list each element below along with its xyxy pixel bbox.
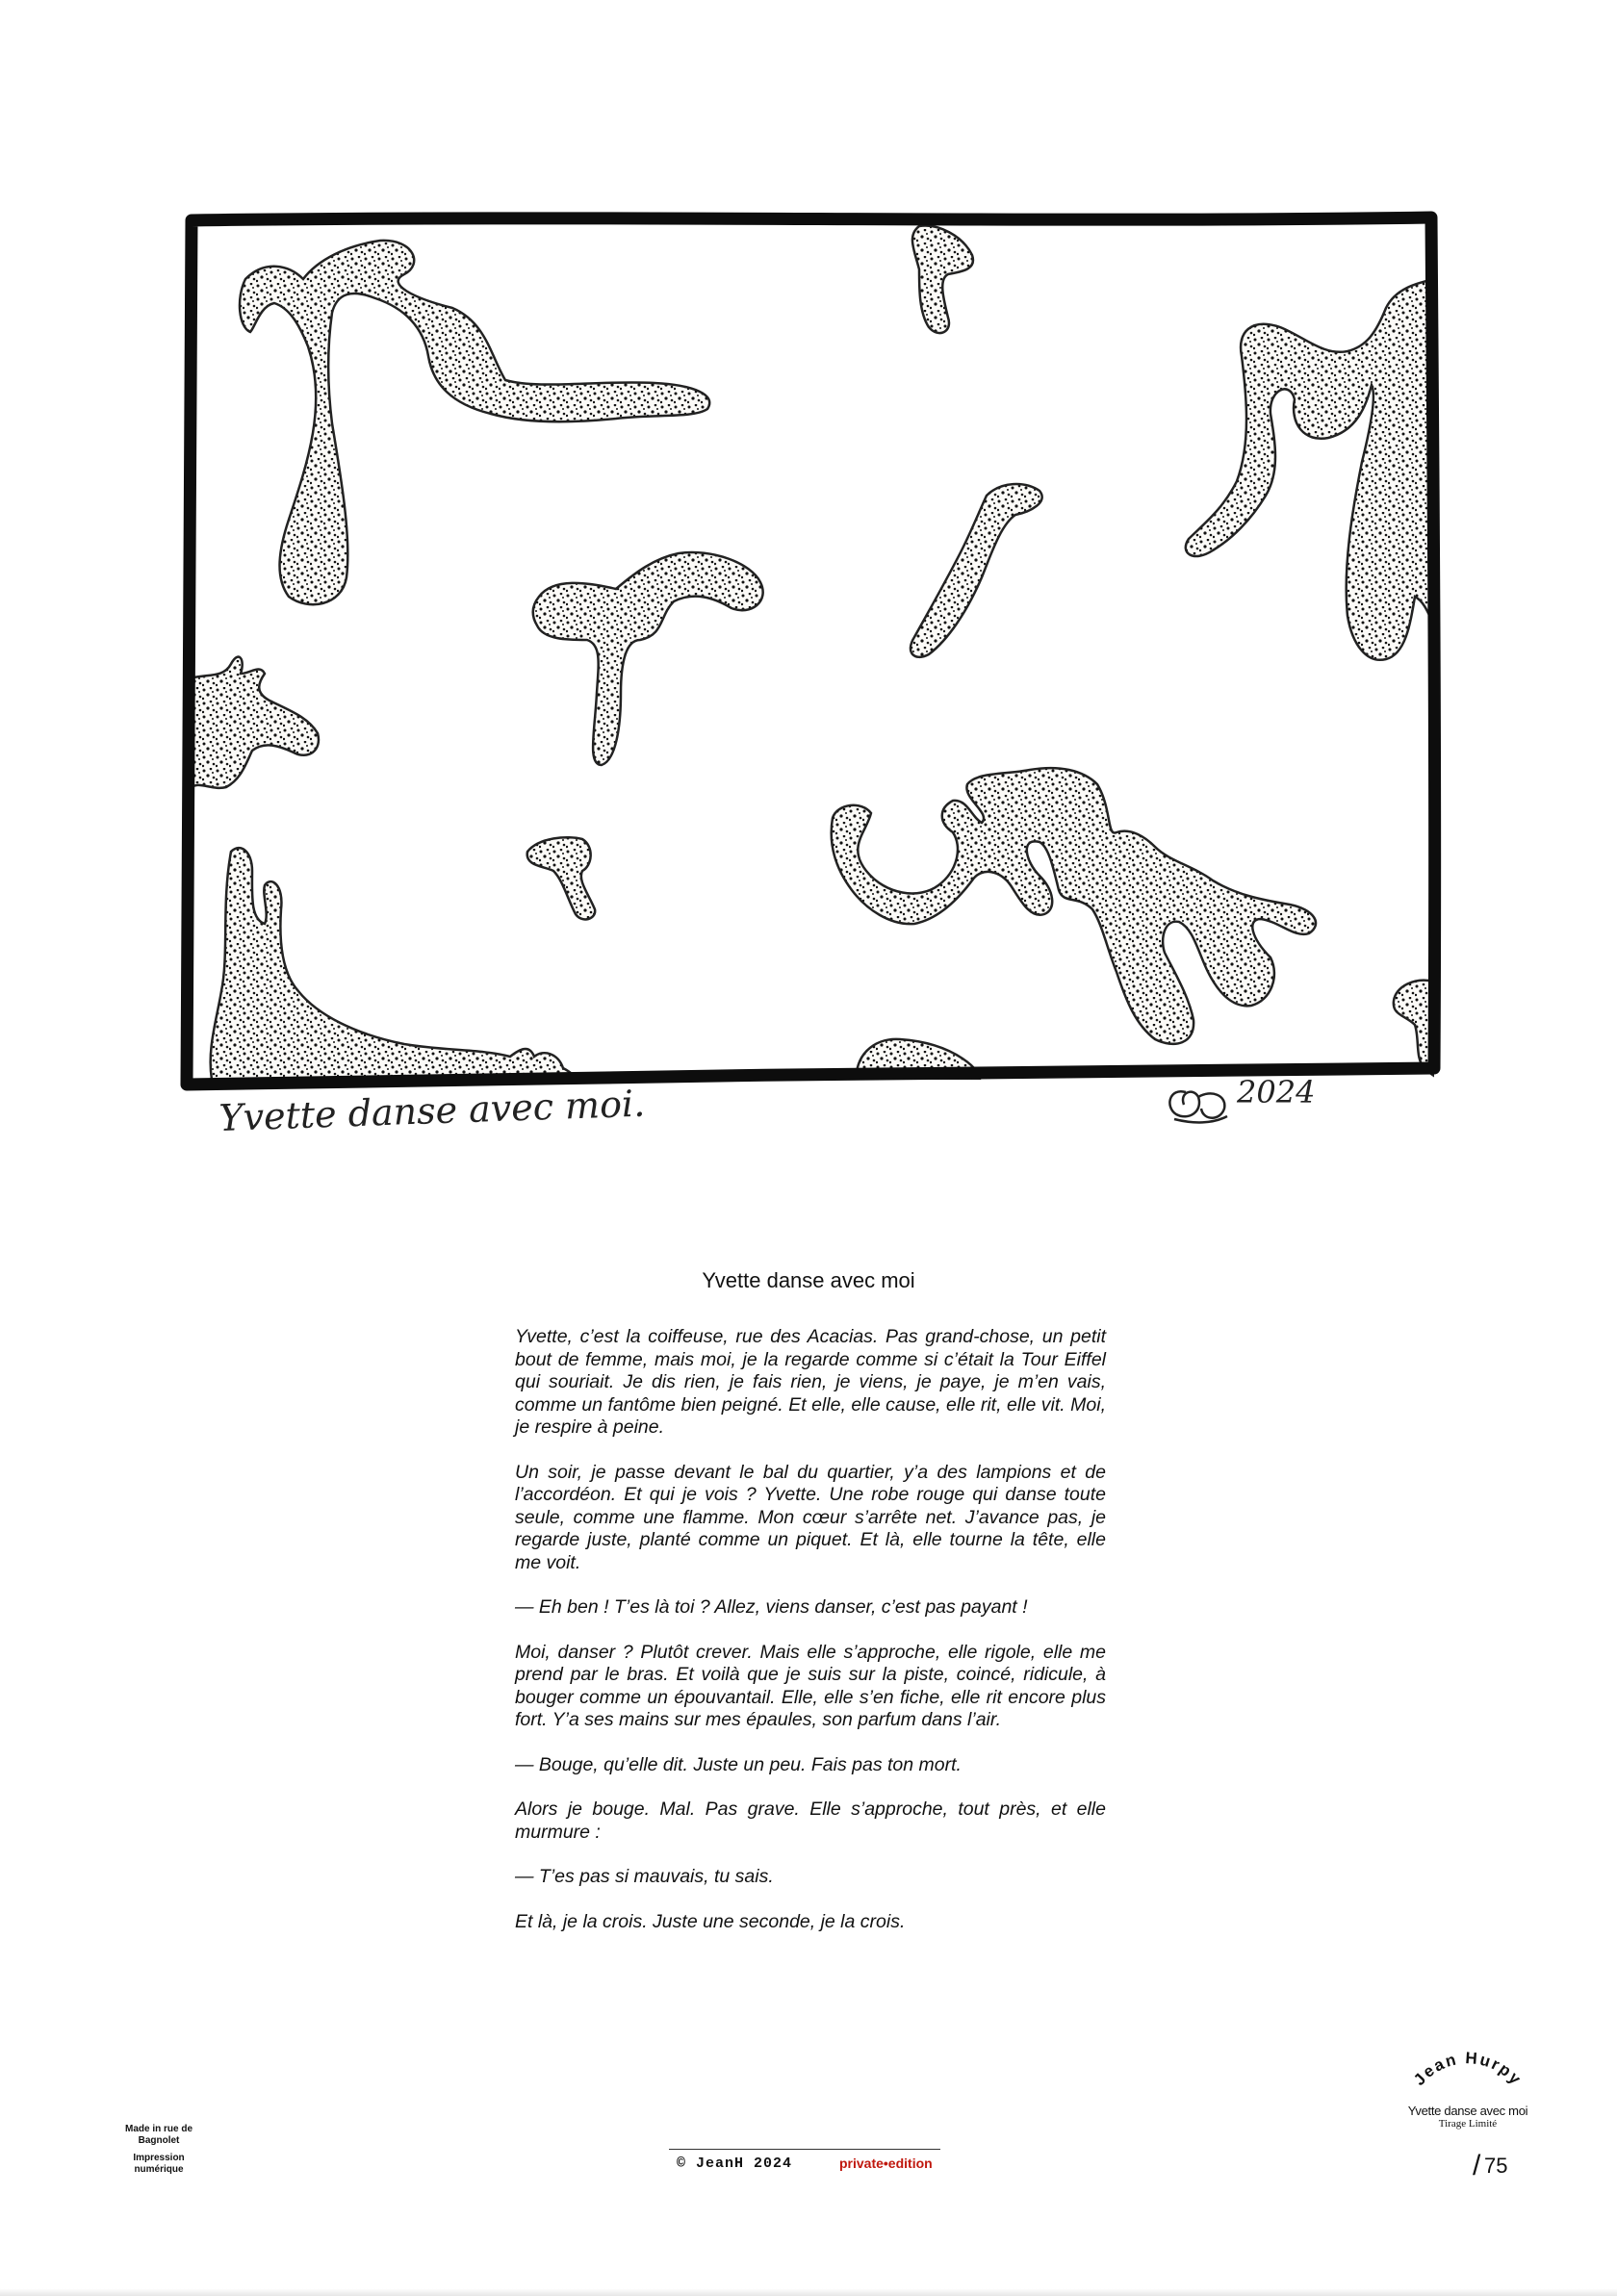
- made-in-text: Made in rue de Bagnolet: [124, 2124, 192, 2146]
- blob-bottom-left: [211, 848, 578, 1080]
- signature-year: 2024: [1237, 1074, 1316, 1110]
- impression-text: Impression numérique: [133, 2153, 185, 2175]
- private-edition-label: private•edition: [839, 2156, 933, 2171]
- paragraph: Un soir, je passe devant le bal du quartier, y’a des lampions et de l’accordéon. Et qui je vois ? Yvette. Une robe rouge qui danse toute seule, comme une flamme. Mon cœur s’arrête net. J’avance pas, je regarde juste, planté comme un piquet. Et là, elle tourne la tête, elle me voit.: [515, 1461, 1106, 1573]
- blob-right: [1186, 279, 1434, 660]
- made-in-note: [120, 2124, 197, 2176]
- blob-small: [527, 837, 595, 919]
- svg-text:Jean Hurpy: [1410, 2049, 1526, 2089]
- stamp-author: Jean Hurpy: [1409, 2049, 1527, 2089]
- poem-body: [515, 1326, 1106, 1955]
- stamp-title: Yvette danse avec moi: [1407, 2104, 1528, 2118]
- footer-divider: [669, 2149, 940, 2150]
- paragraph: — Bouge, qu’elle dit. Juste un peu. Fais pas ton mort.: [515, 1753, 962, 1775]
- drawing-caption: Yvette danse avec moi.: [218, 1082, 646, 1139]
- blob-left-edge: [190, 657, 319, 789]
- paragraph: — T’es pas si mauvais, tu sais.: [515, 1866, 774, 1887]
- stamp-number: 75: [1484, 2154, 1508, 2178]
- blob-diagonal: [911, 484, 1042, 657]
- paragraph: — Eh ben ! T’es là toi ? Allez, viens danser, c’est pas payant !: [515, 1596, 1028, 1618]
- copyright: © JeanH 2024: [677, 2156, 793, 2172]
- blob-center-t: [533, 552, 763, 765]
- paragraph: Alors je bouge. Mal. Pas grave. Elle s’approche, tout près, et elle murmure :: [515, 1799, 1106, 1843]
- paragraph: Moi, danser ? Plutôt crever. Mais elle s’approche, elle rigole, elle me prend par le bras. Et voilà que je suis sur la piste, coincé, ridicule, à bouger comme un épouvantail. Elle, elle s’en fiche, elle rit encore plus fort. Y’a ses mains sur mes épaules, son parfum dans l’air.: [515, 1641, 1106, 1730]
- blob-bottom-right: [832, 768, 1316, 1044]
- poem-title: Yvette danse avec moi: [702, 1268, 915, 1292]
- paragraph: Et là, je la crois. Juste une seconde, je la crois.: [515, 1910, 906, 1932]
- blob-top-left: [240, 241, 709, 604]
- monogram-signature: [1169, 1091, 1227, 1122]
- paragraph: Yvette, c’est la coiffeuse, rue des Acacias. Pas grand-chose, un petit bout de femme, mais moi, je la regarde comme si c’était la Tour Eiffel qui souriait. Je dis rien, je fais rien, je viens, je paye, je m’en vais, comme un fantôme bien peigné. Et elle, elle cause, elle rit, elle vit. Moi, je respire à peine.: [515, 1326, 1106, 1438]
- stamp-tirage: Tirage Limité: [1438, 2118, 1498, 2130]
- blob-top-center: [912, 226, 973, 334]
- page-shadow: [0, 2288, 1617, 2296]
- edition-stamp: [1386, 2040, 1550, 2204]
- stipple-blobs: [190, 226, 1434, 1080]
- stamp-slash: /: [1473, 2150, 1481, 2181]
